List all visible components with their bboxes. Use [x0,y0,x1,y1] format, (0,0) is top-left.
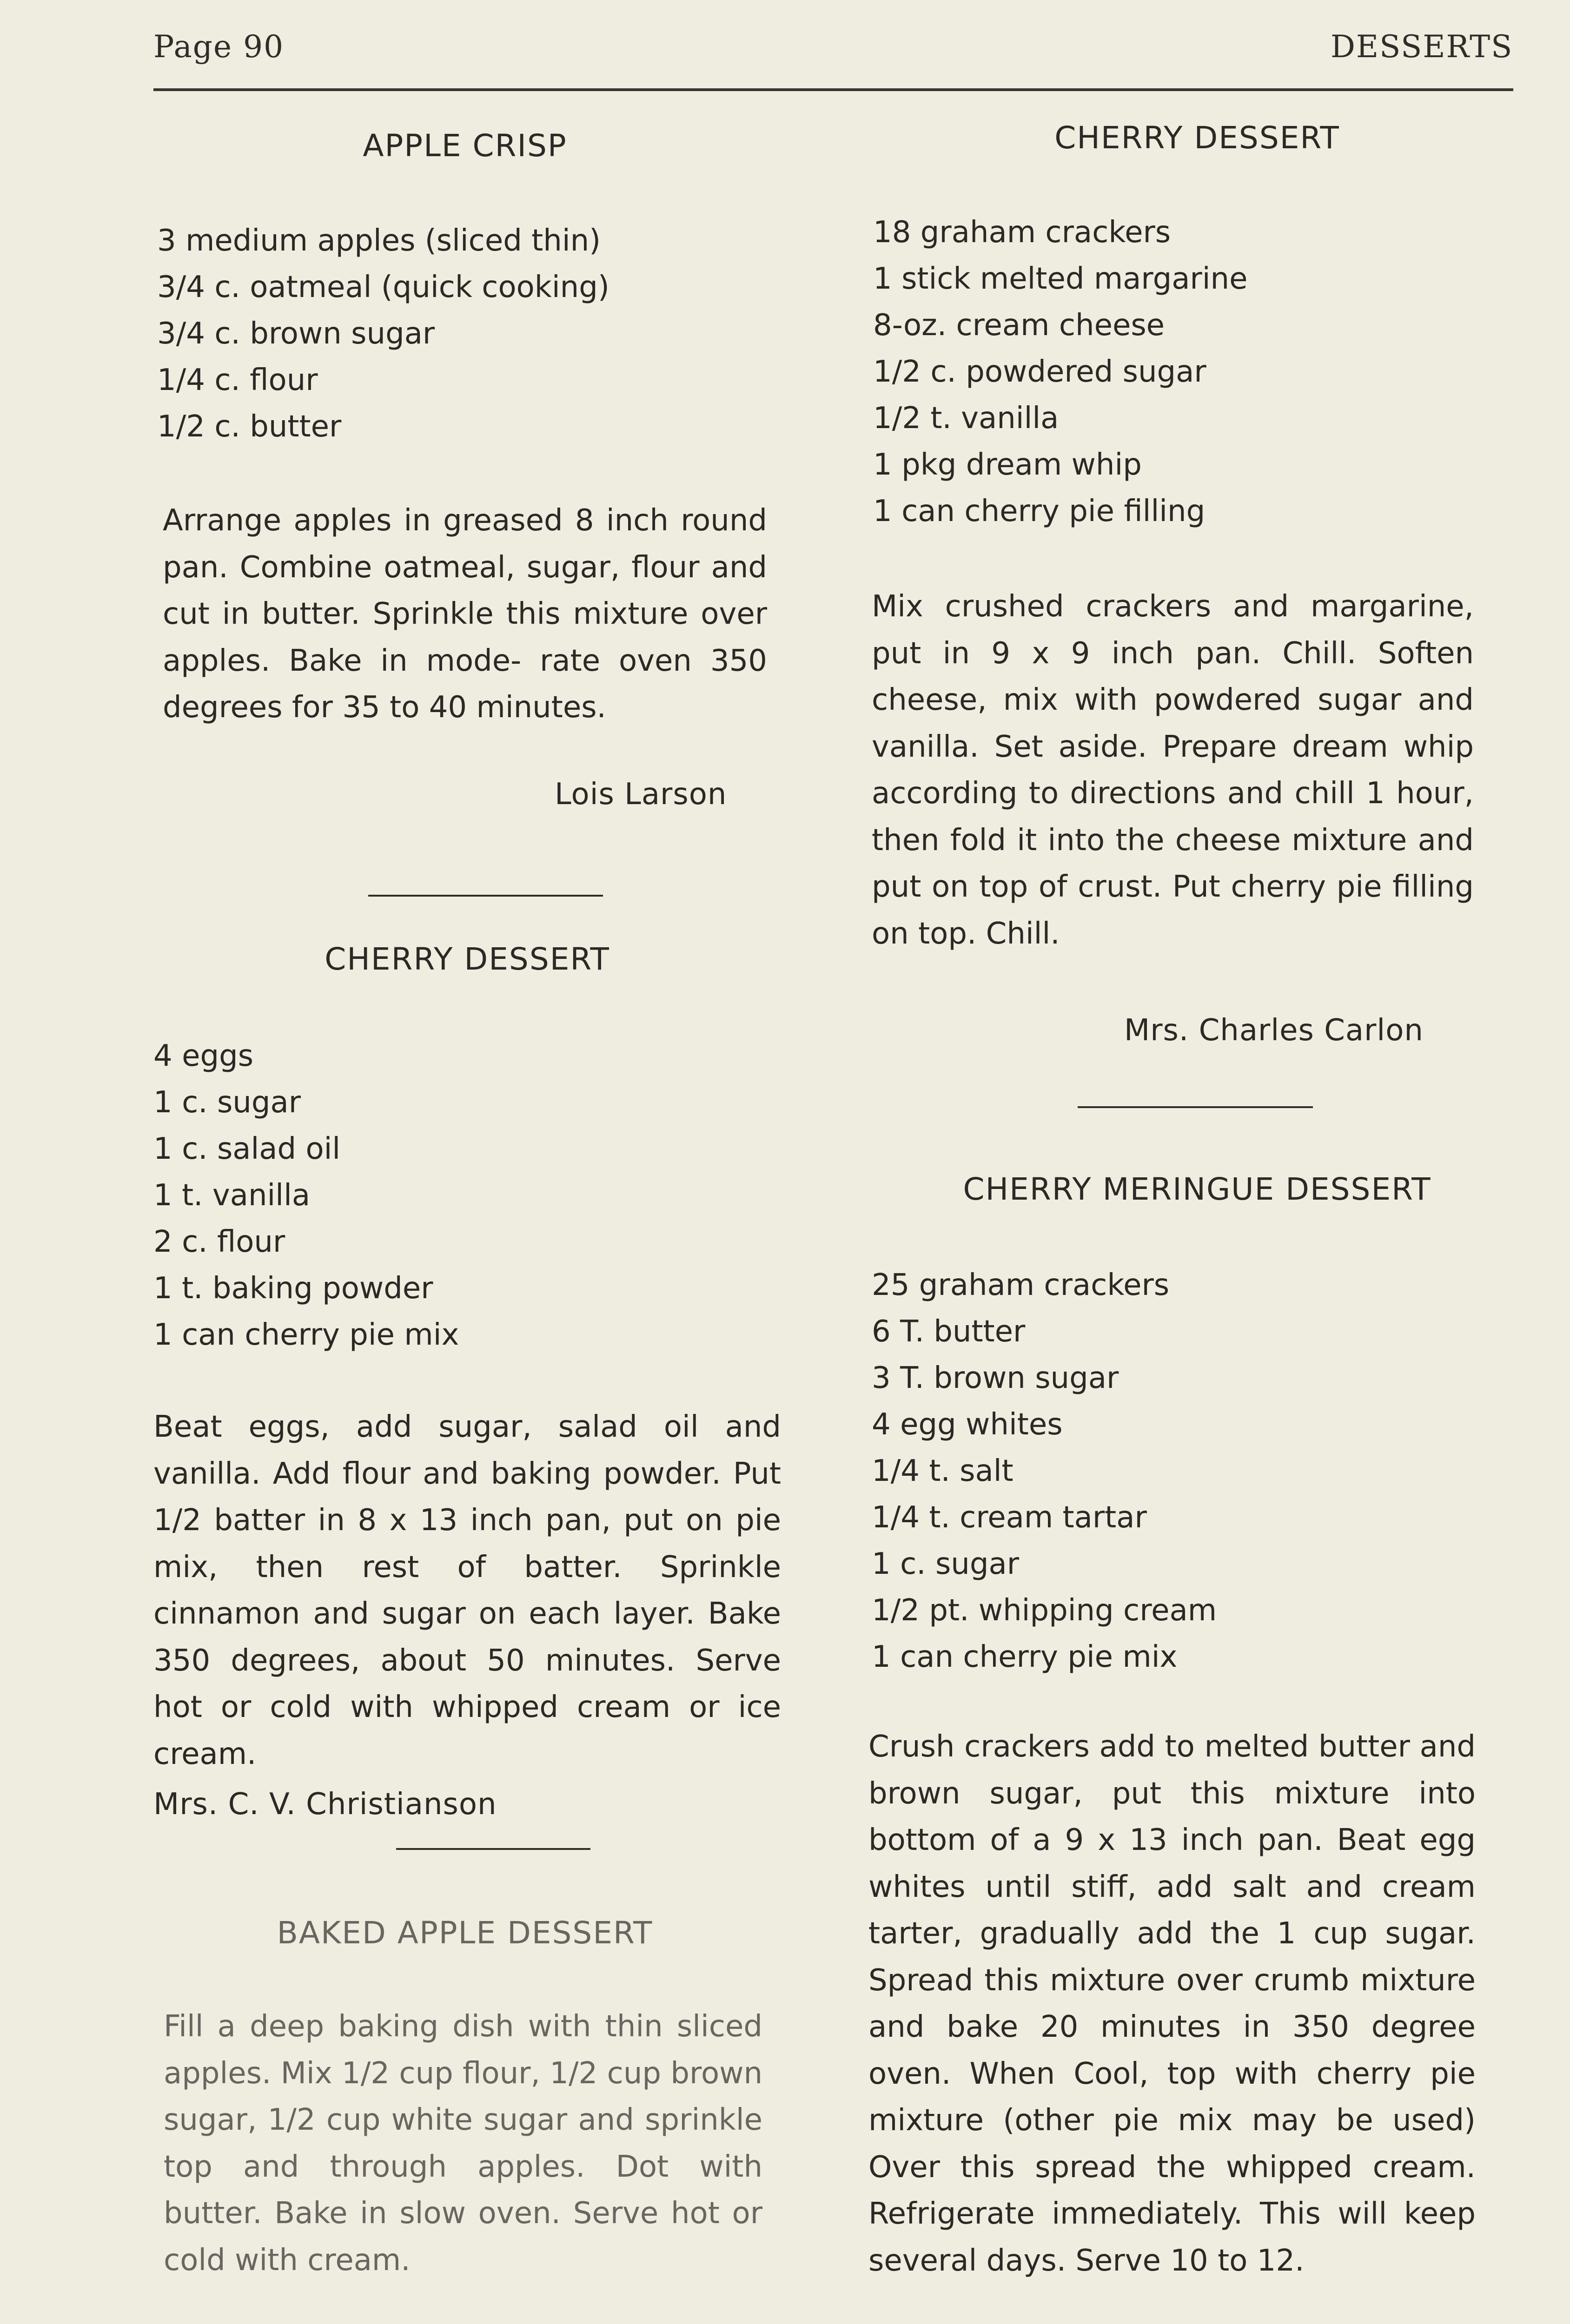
page-number: Page 90 [153,29,285,65]
ingredient-item: 8-oz. cream cheese [873,308,1165,343]
ingredient-item: 1 c. sugar [153,1085,301,1120]
directions-cherry-dessert-right: Mix crushed crackers and margarine, put in 9 x 9 inch pan. Chill. Soften cheese, mix with powdered sugar and vanilla. Set aside. Prepare dream whip according to directions and chill 1 hour, then fold it into the cheese mixture and put on top of crust. Put cherry pie filling on top. Chill. [872,589,1474,951]
header-rule [153,88,1513,91]
ingredient-item: 1 t. baking powder [153,1271,433,1306]
ingredient-item: 1 can cherry pie mix [872,1640,1178,1674]
directions-cherry-meringue-dessert: Crush crackers add to melted butter and brown sugar, put this mixture into bottom of a 9 x 13 inch pan. Beat egg whites until stiff, add salt and cream tarter, gradually add the 1 cup sugar. Spread this mixture over crumb mixture and bake 20 minutes in 350 degree oven. When Cool, top with cherry pie mixture (other pie mix may be used) Over this spread the whipped cream. Refrigerate immediately. This will keep several days. Serve 10 to 12. [868,1730,1476,2278]
ingredient-item: 4 egg whites [872,1407,1063,1442]
recipe-title-cherry-dessert-left: CHERRY DESSERT [325,941,610,977]
directions-apple-crisp: Arrange apples in greased 8 inch round pan. Combine oatmeal, sugar, flour and cut in butter. Sprinkle this mixture over apples. Bake in mode- rate oven 350 degrees for 35 to 40 minutes. [163,503,767,725]
ingredient-item: 3/4 c. brown sugar [157,317,435,351]
recipe-separator [396,1848,590,1850]
ingredient-item: 3 T. brown sugar [872,1361,1119,1395]
ingredient-item: 1/2 c. butter [157,409,342,444]
ingredient-item: 3/4 c. oatmeal (quick cooking) [157,270,609,304]
recipe-separator [1078,1106,1313,1108]
directions-cherry-dessert-left: Beat eggs, add sugar, salad oil and vanilla. Add flour and baking powder. Put 1/2 batter in 8 x 13 inch pan, put on pie mix, then rest of batter. Sprinkle cinnamon and sugar on each layer. Bake 350 degrees, about 50 minutes. Serve hot or cold with whipped cream or ice cream. [153,1410,781,1771]
ingredients-cherry-dessert-right [873,209,1247,535]
ingredient-item: 1 can cherry pie mix [153,1318,459,1352]
recipe-title-apple-crisp: APPLE CRISP [363,128,567,164]
ingredient-item: 1/4 t. salt [872,1454,1014,1488]
ingredient-item: 1 stick melted margarine [873,262,1248,296]
ingredient-item: 1/2 t. vanilla [873,401,1059,436]
ingredients-cherry-meringue-dessert [872,1262,1217,1680]
ingredient-item: 1 pkg dream whip [873,448,1142,482]
ingredient-item: 1 t. vanilla [153,1178,311,1213]
ingredient-item: 1/4 t. cream tartar [872,1500,1147,1535]
section-title: DESSERTS [1331,29,1513,65]
ingredient-item: 1 can cherry pie filling [873,494,1206,528]
ingredient-item: 2 c. flour [153,1225,285,1259]
ingredient-item: 1 c. sugar [872,1547,1019,1581]
recipe-separator [368,895,603,897]
ingredient-item: 25 graham crackers [872,1268,1170,1302]
recipe-title-cherry-dessert-right: CHERRY DESSERT [1054,120,1340,156]
author-cherry-dessert-right: Mrs. Charles Carlon [1124,1013,1424,1048]
ingredients-cherry-dessert-left [153,1033,459,1358]
directions-baked-apple-dessert: Fill a deep baking dish with thin sliced apples. Mix 1/2 cup flour, 1/2 cup brown sugar, 1/2 cup white sugar and sprinkle top and through apples. Dot with butter. Bake in slow oven. Serve hot or cold with cream. [164,2009,762,2278]
ingredient-item: 1 c. salad oil [153,1132,341,1166]
ingredients-apple-crisp [157,218,609,450]
author-cherry-dessert-left: Mrs. C. V. Christianson [153,1787,497,1822]
ingredient-item: 4 eggs [153,1039,254,1073]
ingredient-item: 18 graham crackers [873,215,1171,250]
author-apple-crisp: Lois Larson [555,777,727,812]
ingredient-item: 1/2 pt. whipping cream [872,1593,1217,1628]
recipe-title-baked-apple-dessert: BAKED APPLE DESSERT [277,1915,653,1951]
ingredient-item: 1/4 c. flour [157,363,318,397]
recipe-title-cherry-meringue-dessert: CHERRY MERINGUE DESSERT [963,1171,1431,1207]
ingredient-item: 3 medium apples (sliced thin) [157,224,601,258]
ingredient-item: 1/2 c. powdered sugar [873,355,1206,389]
ingredient-item: 6 T. butter [872,1314,1026,1349]
